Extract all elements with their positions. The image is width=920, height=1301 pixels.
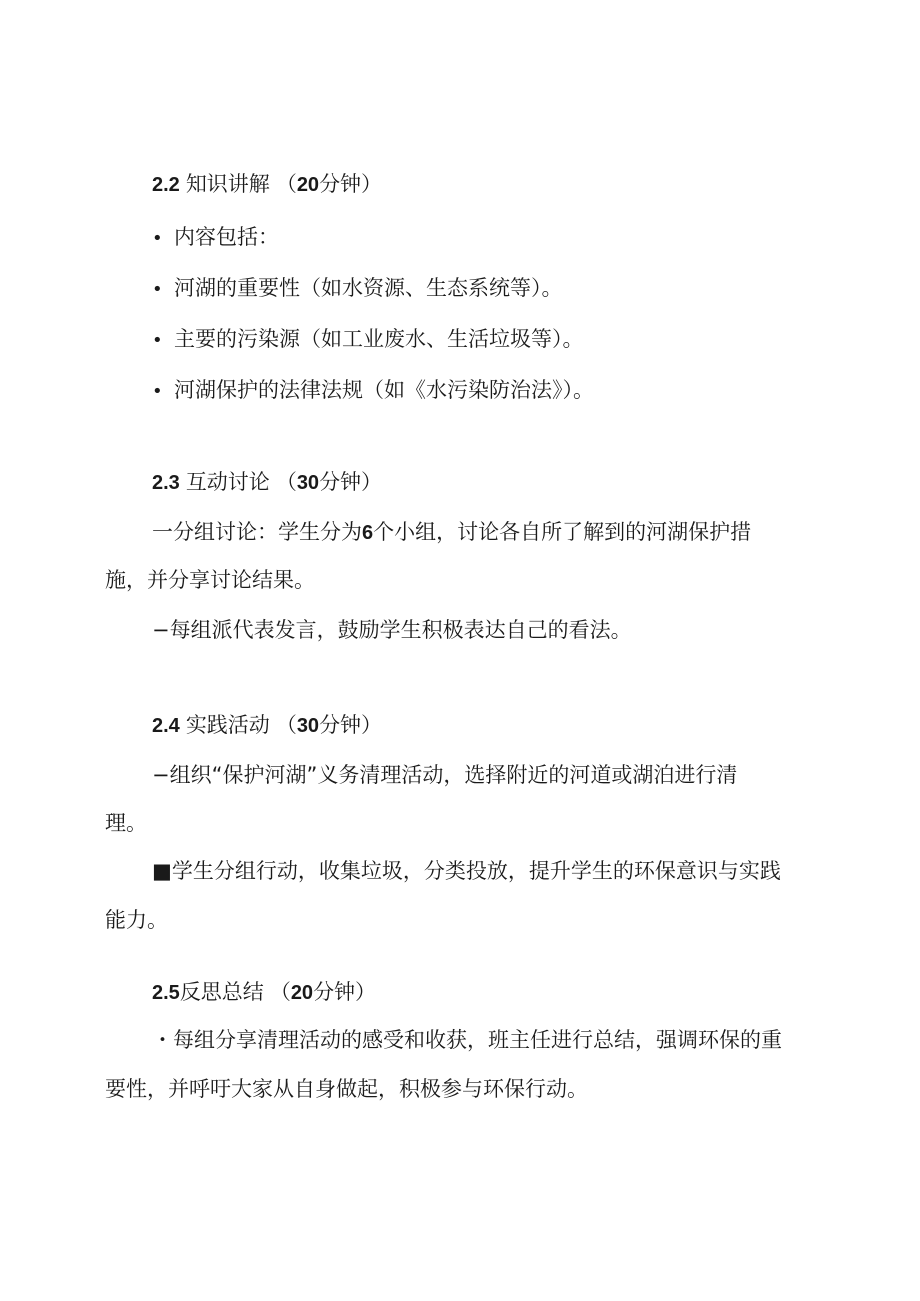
bullet-icon: •	[152, 381, 163, 402]
paragraph-line: 能力。	[105, 908, 168, 932]
paragraph-line: −组织“保护河湖”义务清理活动，选择附近的河道或湖泊进行清	[152, 763, 738, 787]
paragraph-line: 一分组讨论：学生分为6个小组，讨论各自所了解到的河湖保护措	[152, 520, 752, 544]
paragraph-line: ■学生分组行动，收集垃圾，分类投放，提升学生的环保意识与实践	[152, 859, 781, 883]
section-title: 互动讨论	[185, 470, 270, 494]
section-heading-2-2	[152, 171, 852, 198]
paragraph-line: 施，并分享讨论结果。	[105, 568, 315, 592]
section-duration: （30分钟）	[275, 470, 383, 494]
bullet-icon: •	[152, 279, 163, 300]
section-duration: （20分钟）	[269, 980, 377, 1004]
list-item-text: 河湖保护的法律法规（如《水污染防治法》）。	[174, 378, 594, 402]
section-title: 实践活动	[185, 713, 270, 737]
bullet-icon: •	[152, 330, 163, 351]
paragraph-line: −每组派代表发言，鼓励学生积极表达自己的看法。	[152, 618, 632, 642]
section-heading-2-3	[152, 469, 852, 496]
list-item	[152, 326, 852, 354]
section-title: 反思总结	[179, 980, 264, 1004]
section-number: 2.5	[152, 982, 180, 1004]
bullet-icon: •	[152, 228, 163, 249]
section-duration: （20分钟）	[275, 172, 383, 196]
section-number: 2.4	[152, 715, 180, 737]
section-heading-2-5	[152, 979, 852, 1006]
section-number: 2.2	[152, 174, 180, 196]
list-item-text: 主要的污染源（如工业废水、生活垃圾等）。	[174, 327, 584, 351]
section-number: 2.3	[152, 472, 180, 494]
paragraph-line: ・每组分享清理活动的感受和收获，班主任进行总结，强调环保的重	[152, 1028, 782, 1052]
list-item-text: 河湖的重要性（如水资源、生态系统等）。	[174, 276, 563, 300]
section-duration: （30分钟）	[275, 713, 383, 737]
section-title: 知识讲解	[185, 172, 270, 196]
section-heading-2-4	[152, 712, 852, 739]
list-item	[152, 224, 852, 252]
list-item	[152, 377, 852, 405]
list-item	[152, 275, 852, 303]
list-item-text: 内容包括：	[174, 225, 279, 249]
paragraph-line: 理。	[105, 811, 147, 835]
paragraph-line: 要性，并呼吁大家从自身做起，积极参与环保行动。	[105, 1077, 588, 1101]
